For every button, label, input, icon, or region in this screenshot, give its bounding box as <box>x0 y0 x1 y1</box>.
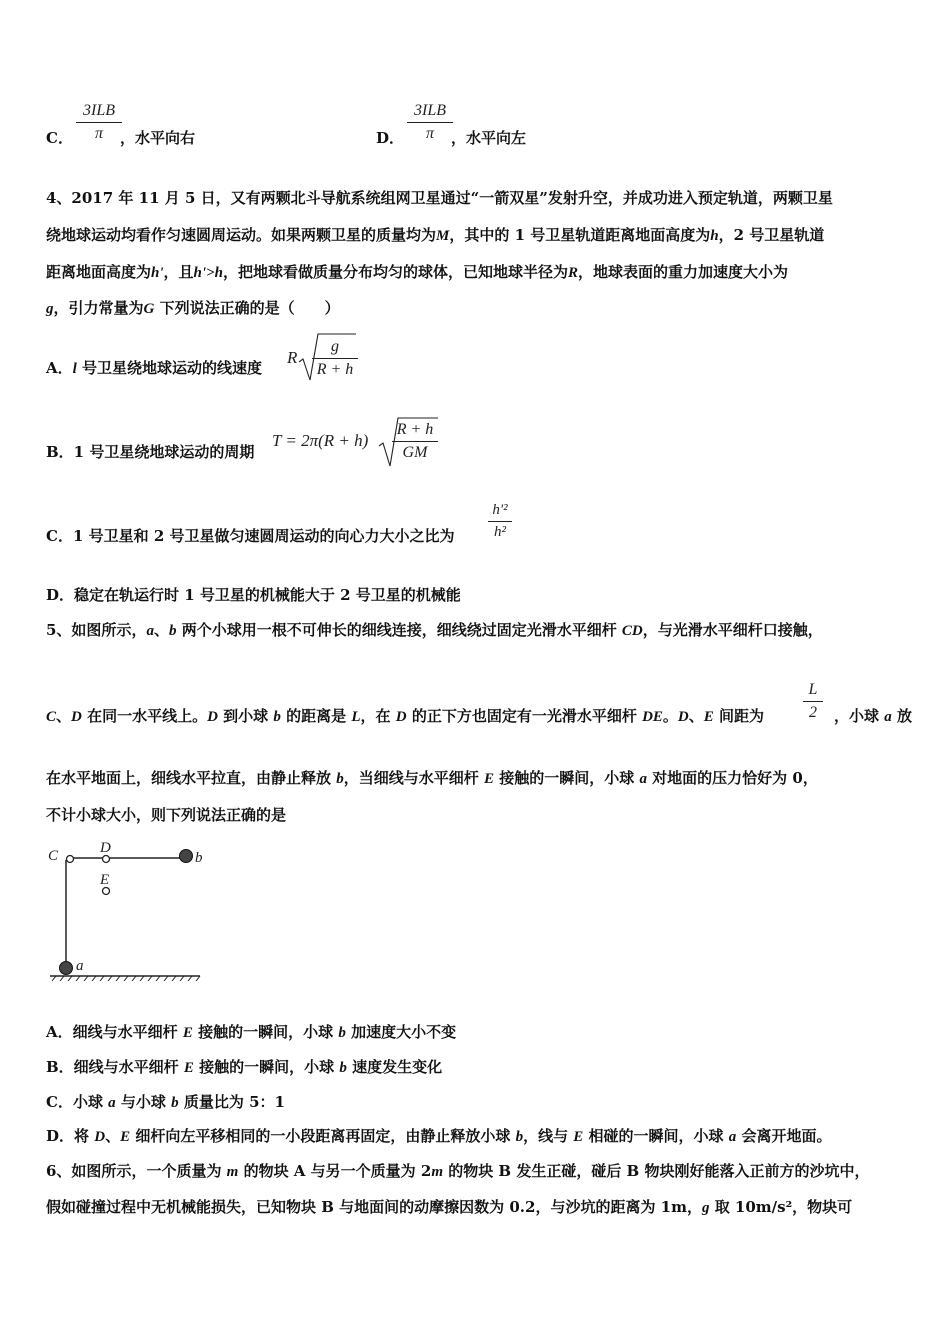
label-c: C <box>48 848 59 864</box>
q6-line1: 6、如图所示，一个质量为 m 的物块 A 与另一个质量为 2m 的物块 B 发生正碰，碰后 B 物块刚好能落入正前方的沙坑中， <box>46 1162 870 1180</box>
q5-line3: 在水平地面上，细线水平拉直，由静止释放 b，当细线与水平细杆 E 接触的一瞬间，小球 a 对地面的压力恰好为 0， <box>46 769 818 787</box>
q4-a-radius: R <box>287 348 298 367</box>
q5-option-c[interactable]: C．小球 a 与小球 b 质量比为 5：1 <box>46 1093 285 1111</box>
rod-d <box>103 856 110 863</box>
q5-line4: 不计小球大小，则下列说法正确的是 <box>46 806 287 824</box>
q5-option-a[interactable]: A．细线与水平细杆 E 接触的一瞬间，小球 b 加速度大小不变 <box>46 1023 457 1041</box>
q5-line2-end: ，小球 a 放 <box>834 707 912 725</box>
option-c-prev: C． <box>46 129 73 147</box>
rod-c <box>67 856 74 863</box>
option-d-direction: ，水平向左 <box>451 129 527 147</box>
q4-line1: 4、2017 年 11 月 5 日，又有两颗北斗导航系统组网卫星通过“一箭双星”发射升空，并成功进入预定轨道，两颗卫星 <box>46 189 833 207</box>
label-a: a <box>76 958 84 974</box>
q5-fraction-l-over-2: L 2 <box>803 681 823 722</box>
ball-a <box>60 962 73 975</box>
ball-b <box>180 850 193 863</box>
label-e: E <box>100 872 110 888</box>
q5-figure <box>44 838 214 988</box>
q6-line2: 假如碰撞过程中无机械能损失，已知物块 B 与地面间的动摩擦因数为 0.2，与沙坑的距离为 1m，g 取 10m/s²，物块可 <box>46 1198 853 1216</box>
q4-line2: 绕地球运动均看作匀速圆周运动。如果两颗卫星的质量均为M，其中的 1 号卫星轨道距离地面高度为h，2 号卫星轨道 <box>46 226 825 244</box>
label-d: D <box>100 840 111 856</box>
q4-option-d[interactable]: D．稳定在轨运行时 1 号卫星的机械能大于 2 号卫星的机械能 <box>46 586 461 604</box>
q4-b-formula: T = 2π(R + h) <box>272 431 369 450</box>
fraction-d: 3ILB π <box>407 102 453 143</box>
q4-option-c[interactable]: C．1 号卫星和 2 号卫星做匀速圆周运动的向心力大小之比为 <box>46 527 455 545</box>
option-c-direction: ，水平向右 <box>120 129 196 147</box>
q4-a-fraction: g R + h <box>312 338 358 379</box>
q5-option-b[interactable]: B．细线与水平细杆 E 接触的一瞬间，小球 b 速度发生变化 <box>46 1058 443 1076</box>
q4-option-a[interactable]: A．l 号卫星绕地球运动的线速度 <box>46 359 263 377</box>
q4-option-b[interactable]: B．1 号卫星绕地球运动的周期 <box>46 443 255 461</box>
q4-line4: g，引力常量为G 下列说法正确的是（ ） <box>46 299 340 317</box>
fraction-c: 3ILB π <box>76 102 122 143</box>
rod-e <box>103 888 110 895</box>
q5-option-d[interactable]: D．将 D、E 细杆向左平移相同的一小段距离再固定，由静止释放小球 b，线与 E 相碰的一瞬间，小球 a 会离开地面。 <box>46 1127 832 1145</box>
q4-b-fraction: R + h GM <box>392 421 438 462</box>
q4-c-fraction: h'² h² <box>488 502 512 541</box>
q5-line1: 5、如图所示，a、b 两个小球用一根不可伸长的细线连接，细线绕过固定光滑水平细杆 CD，与光滑水平细杆口接触， <box>46 621 823 639</box>
q4-line3: 距离地面高度为h'，且h'>h，把地球看做质量分布均匀的球体，已知地球半径为R，地球表面的重力加速度大小为 <box>46 263 788 281</box>
label-b: b <box>195 850 203 866</box>
option-d-prev: D． <box>376 129 405 147</box>
q5-line2: C、D 在同一水平线上。D 到小球 b 的距离是 L，在 D 的正下方也固定有一光滑水平细杆 DE。D、E 间距为 <box>46 707 765 725</box>
